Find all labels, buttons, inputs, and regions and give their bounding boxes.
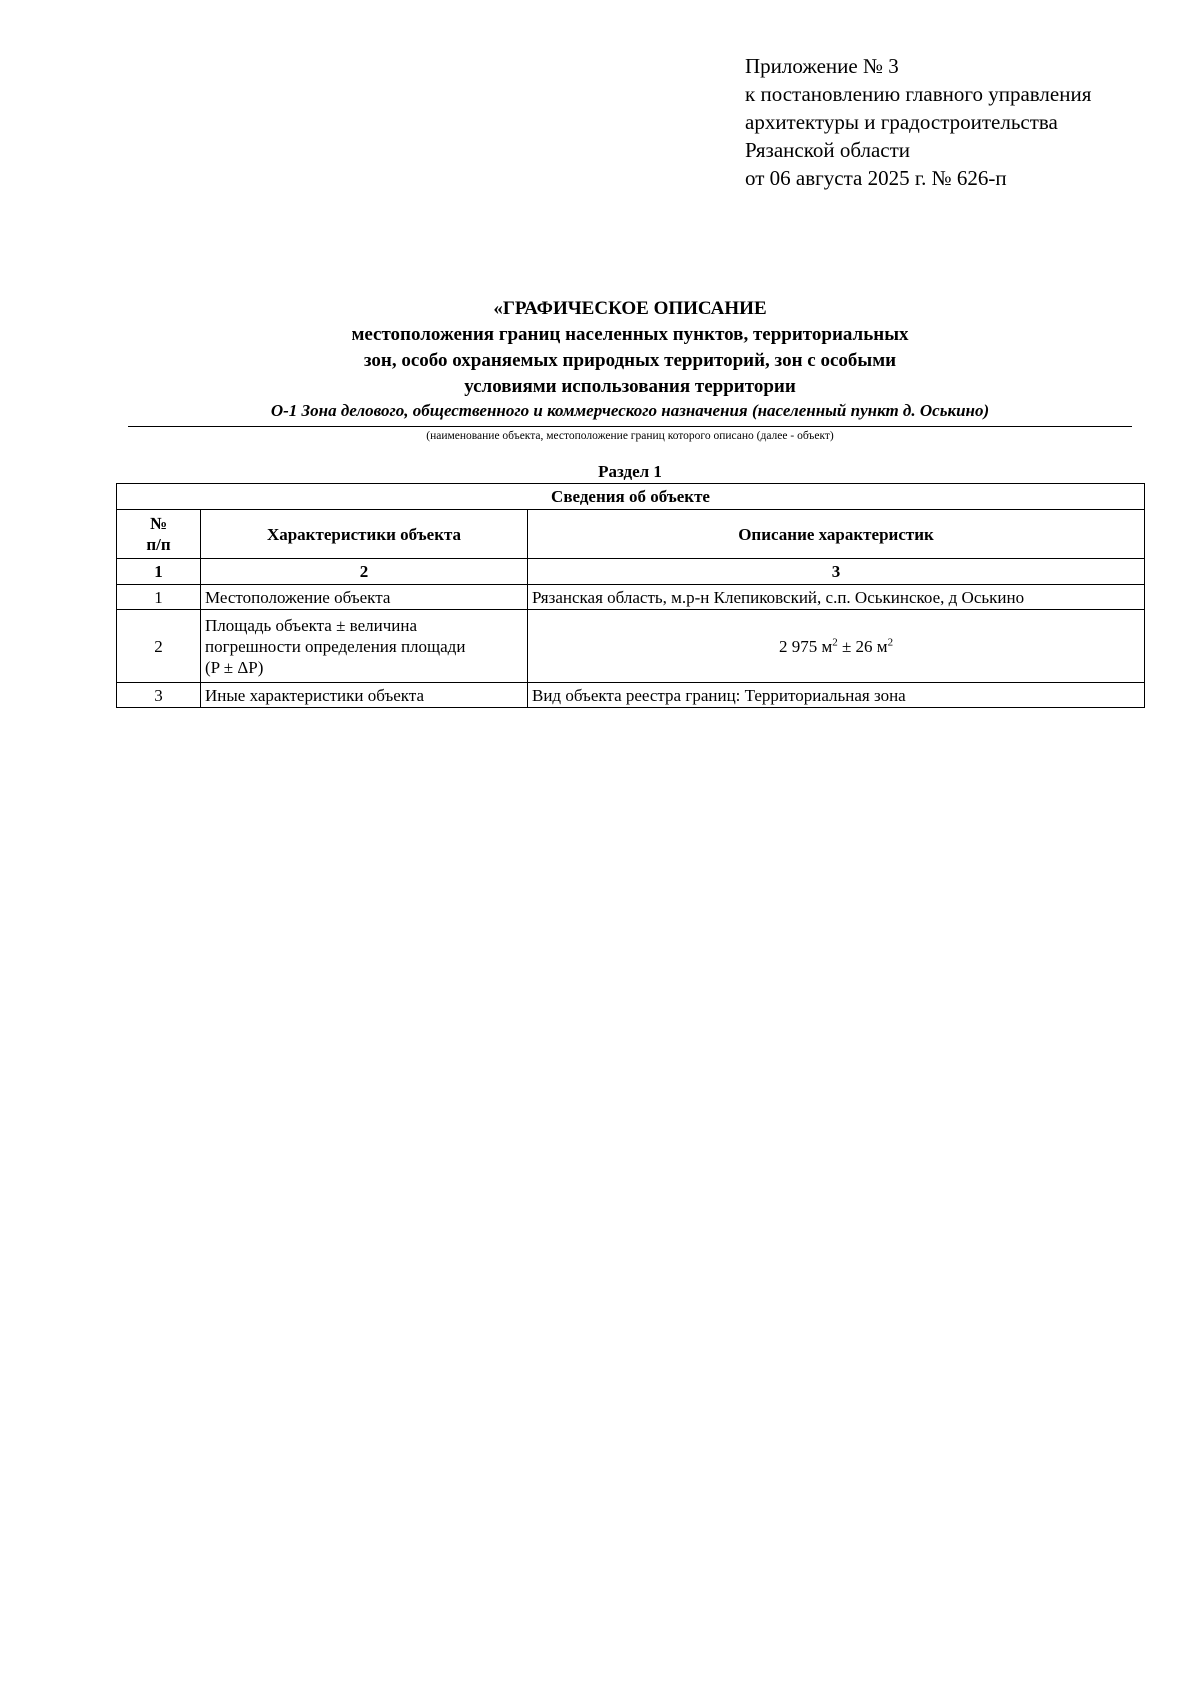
title-line: «ГРАФИЧЕСКОЕ ОПИСАНИЕ [493, 298, 767, 319]
object-caption: (наименование объекта, местоположение границ которого описано (далее - объект) [426, 430, 834, 442]
object-name: О-1 Зона делового, общественного и коммерческого назначения (населенный пункт д. Оськино) [270, 401, 990, 420]
appendix-line: Приложение № 3 [745, 54, 899, 78]
table-caption: Сведения об объекте [117, 484, 1145, 510]
row-characteristic-line: (P ± ΔP) [205, 657, 264, 677]
area-unit-exponent: 2 [832, 635, 838, 648]
column-index: 2 [201, 559, 528, 585]
row-characteristic-line: Площадь объекта ± величина [205, 615, 418, 635]
title-line: зон, особо охраняемых природных территорий, зон с особыми [363, 350, 897, 371]
row-characteristic [201, 610, 528, 683]
row-description: Рязанская область, м.р-н Клепиковский, с.п. Оськинское, д Оськино [528, 585, 1145, 610]
row-description: Вид объекта реестра границ: Территориальная зона [528, 683, 1145, 708]
area-value: 2 975 м [778, 636, 833, 656]
table-row [117, 585, 1145, 610]
row-characteristic: Местоположение объекта [201, 585, 528, 610]
table-header-row [117, 510, 1145, 559]
header-num-line: п/п [146, 535, 171, 554]
header-num [117, 510, 201, 559]
row-num: 2 [117, 610, 201, 683]
header-characteristic: Характеристики объекта [201, 510, 528, 559]
row-num: 3 [117, 683, 201, 708]
document-title [128, 296, 1132, 400]
table-row [117, 683, 1145, 708]
row-num: 1 [117, 585, 201, 610]
header-num-line: № [149, 514, 168, 533]
row-characteristic: Иные характеристики объекта [201, 683, 528, 708]
table-caption-row [117, 484, 1145, 510]
section-title: Раздел 1 [598, 462, 662, 481]
title-line: условиями использования территории [464, 376, 796, 397]
area-error: ± 26 м [837, 636, 888, 656]
column-index: 3 [528, 559, 1145, 585]
column-index: 1 [117, 559, 201, 585]
row-description-area [528, 610, 1145, 683]
table-row [117, 610, 1145, 683]
appendix-line: к постановлению главного управления [745, 82, 1092, 106]
title-line: местоположения границ населенных пунктов, территориальных [351, 324, 909, 345]
object-info-table [116, 483, 1145, 708]
header-description: Описание характеристик [528, 510, 1145, 559]
column-index-row [117, 559, 1145, 585]
row-characteristic-line: погрешности определения площади [205, 636, 466, 656]
object-underline [128, 426, 1132, 427]
area-unit-exponent: 2 [887, 635, 894, 648]
appendix-line: архитектуры и градостроительства [745, 110, 1058, 134]
appendix-header [745, 52, 1185, 192]
appendix-date-line: от 06 августа 2025 г. № 626-п [745, 166, 1007, 190]
appendix-line: Рязанской области [745, 138, 911, 162]
